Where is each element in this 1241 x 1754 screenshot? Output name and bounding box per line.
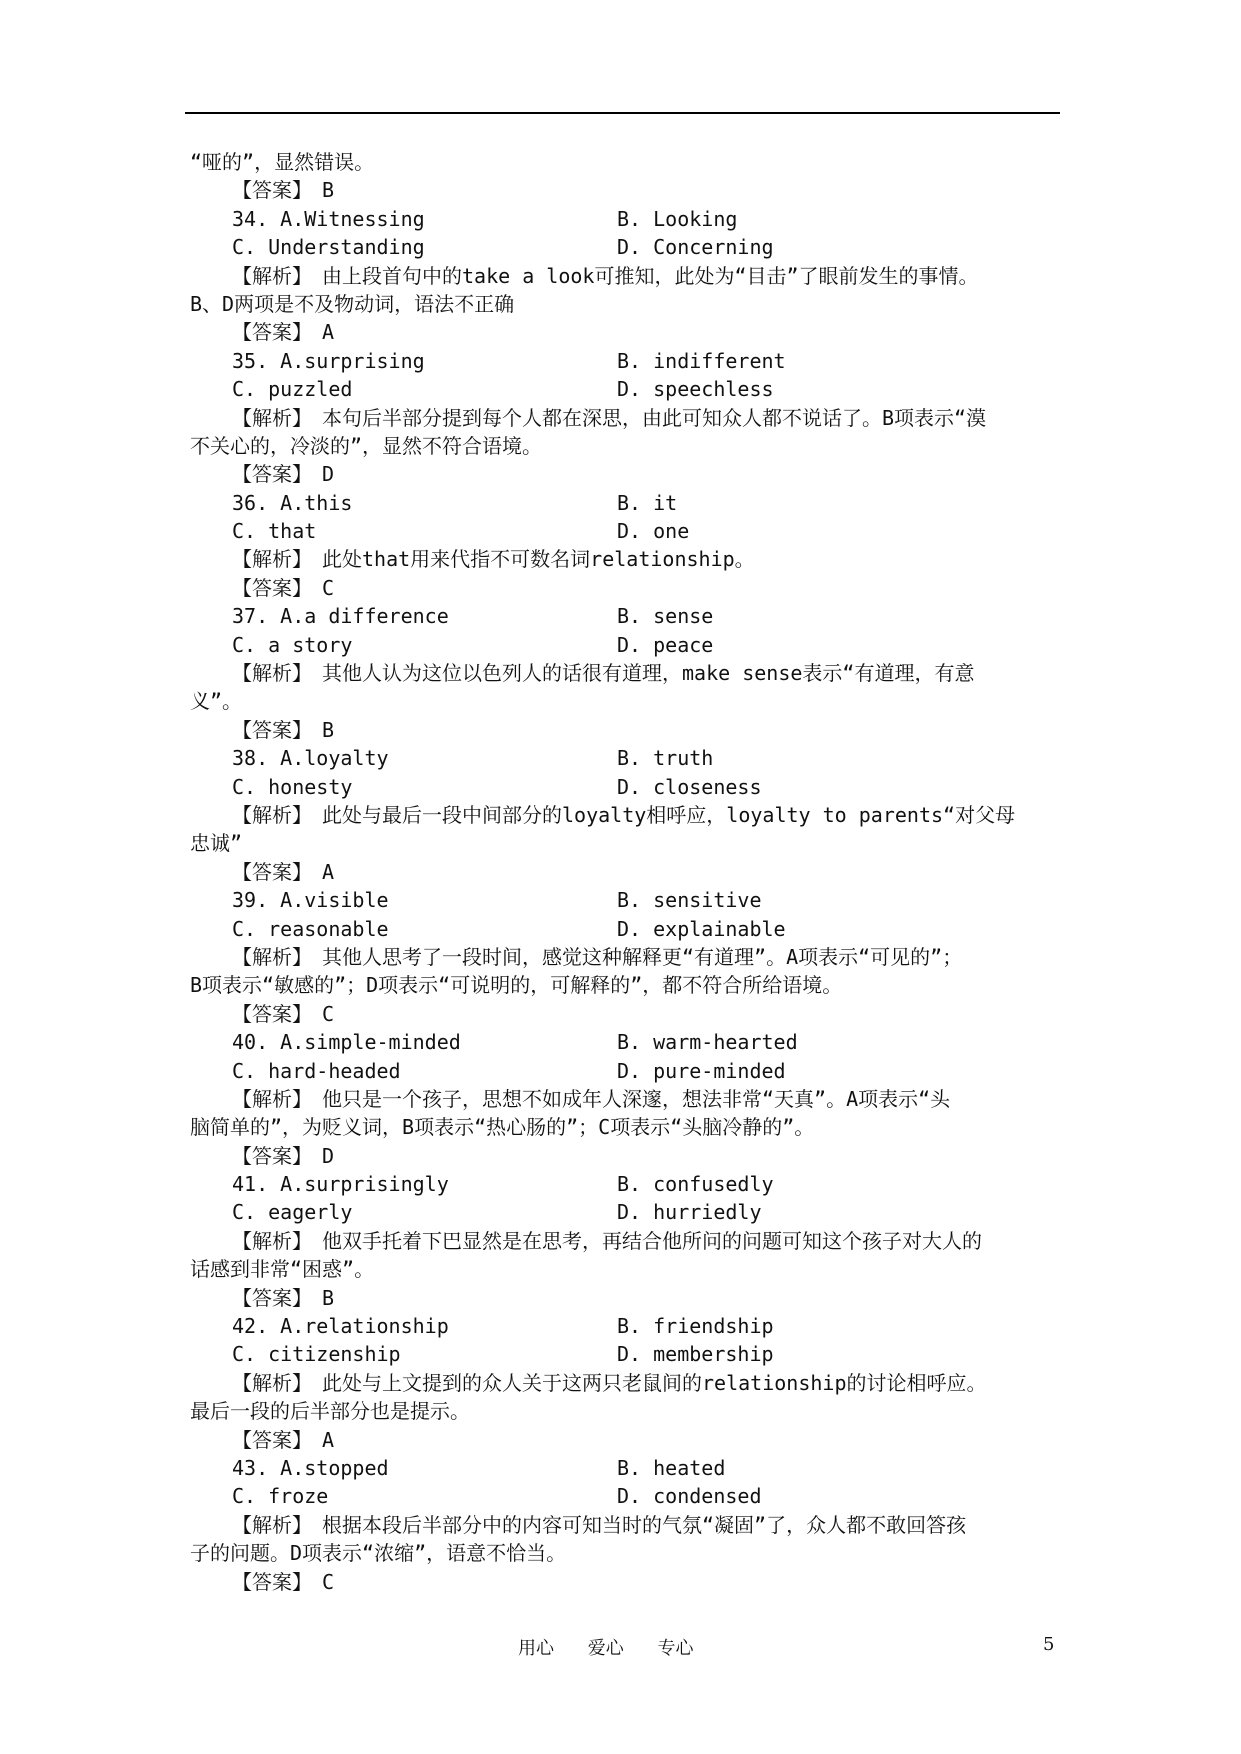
options-row [190,1454,1070,1482]
option-d: D. closeness [617,774,762,799]
options-row [190,375,1070,403]
option-a: 40. A.simple-minded [232,1030,461,1055]
options-row [190,744,1070,772]
option-b: B. heated [617,1455,726,1480]
option-b: B. Looking [617,206,738,231]
options-row [190,517,1070,545]
analysis-line: 【解析】 他只是一个孩子，思想不如成年人深邃，想法非常“天真”。A项表示“头 [232,1086,951,1111]
option-a: 39. A.visible [232,888,389,913]
option-b: B. sensitive [617,888,762,913]
option-a: 43. A.stopped [232,1455,389,1480]
answer-line: 【答案】 C [232,1569,335,1594]
option-d: D. hurriedly [617,1200,762,1225]
analysis-line: 【解析】 此处与最后一段中间部分的loyalty相呼应，loyalty to parents“对父母 [232,802,1016,827]
footer-word: 爱心 [587,1638,624,1659]
answer-line: 【答案】 B [232,717,335,742]
analysis-line: 【解析】 其他人认为这位以色列人的话很有道理，make sense表示“有道理，有意 [232,661,975,686]
analysis-line: 脑简单的”，为贬义词，B项表示“热心肠的”；C项表示“头脑冷静的”。 [190,1115,815,1140]
answer-line: 【答案】 D [232,462,335,487]
options-row [190,1170,1070,1198]
page-number: 5 [1043,1634,1055,1655]
options-row [190,915,1070,943]
analysis-line: 【解析】 根据本段后半部分中的内容可知当时的气氛“凝固”了，众人都不敢回答孩 [232,1512,967,1537]
analysis-line: 【解析】 本句后半部分提到每个人都在深思，由此可知众人都不说话了。B项表示“漠 [232,405,987,430]
option-c: C. reasonable [232,916,389,941]
option-a: 34. A.Witnessing [232,206,425,231]
analysis-line: 话感到非常“困惑”。 [190,1257,375,1282]
options-row [190,773,1070,801]
options-row [190,1482,1070,1510]
option-a: 42. A.relationship [232,1314,449,1339]
option-b: B. warm-hearted [617,1030,798,1055]
analysis-line: B、D两项是不及物动词，语法不正确 [190,291,515,316]
options-row [190,1198,1070,1226]
options-row [190,886,1070,914]
option-c: C. Understanding [232,235,425,260]
options-row [190,631,1070,659]
document-body [190,148,1070,1596]
option-c: C. froze [232,1484,329,1509]
answer-line: 【答案】 C [232,1001,335,1026]
analysis-line: 【解析】 由上段首句中的take a look可推知，此处为“目击”了眼前发生的事情。 [232,263,979,288]
analysis-line: 【解析】 他双手托着下巴显然是在思考，再结合他所问的问题可知这个孩子对大人的 [232,1228,982,1253]
answer-line: 【答案】 B [232,1285,335,1310]
answer-line: 【答案】 B [232,178,335,203]
option-d: D. one [617,519,690,544]
answer-line: 【答案】 A [232,859,335,884]
option-c: C. citizenship [232,1342,401,1367]
option-c: C. that [232,519,317,544]
option-b: B. sense [617,604,714,629]
option-d: D. explainable [617,916,786,941]
options-row [190,489,1070,517]
option-b: B. confusedly [617,1172,774,1197]
option-a: 37. A.a difference [232,604,449,629]
option-d: D. peace [617,632,714,657]
options-row [190,205,1070,233]
footer-motto [518,1634,721,1660]
option-d: D. membership [617,1342,774,1367]
option-b: B. indifferent [617,348,786,373]
options-row [190,1340,1070,1368]
options-row [190,1312,1070,1340]
option-d: D. pure-minded [617,1058,786,1083]
options-row [190,1057,1070,1085]
option-c: C. hard-headed [232,1058,401,1083]
answer-line: 【答案】 A [232,1427,335,1452]
answer-line: 【答案】 D [232,1143,335,1168]
analysis-line: 子的问题。D项表示“浓缩”，语意不恰当。 [190,1541,567,1566]
option-a: 38. A.loyalty [232,746,389,771]
options-row [190,1028,1070,1056]
answer-line: 【答案】 A [232,320,335,345]
option-b: B. friendship [617,1314,774,1339]
analysis-line: 【解析】 此处that用来代指不可数名词relationship。 [232,547,755,572]
intro-line: “哑的”，显然错误。 [190,150,375,174]
option-a: 35. A.surprising [232,348,425,373]
option-d: D. condensed [617,1484,762,1509]
options-row [190,602,1070,630]
option-a: 41. A.surprisingly [232,1172,449,1197]
analysis-line: 不关心的，冷淡的”，显然不符合语境。 [190,433,543,458]
option-c: C. eagerly [232,1200,353,1225]
option-a: 36. A.this [232,490,353,515]
footer-word: 专心 [657,1638,694,1659]
footer-word: 用心 [518,1638,554,1659]
analysis-line: 【解析】 其他人思考了一段时间，感觉这种解释更“有道理”。A项表示“可见的”； [232,944,963,969]
analysis-line: 忠诚” [190,831,243,856]
analysis-line: 最后一段的后半部分也是提示。 [190,1399,470,1424]
option-d: D. speechless [617,377,774,402]
analysis-line: 【解析】 此处与上文提到的众人关于这两只老鼠间的relationship的讨论相呼应。 [232,1370,987,1395]
option-c: C. honesty [232,774,353,799]
analysis-line: B项表示“敏感的”；D项表示“可说明的，可解释的”，都不符合所给语境。 [190,973,843,998]
options-row [190,233,1070,261]
option-c: C. puzzled [232,377,353,402]
header-rule [185,112,1060,114]
answer-line: 【答案】 C [232,575,335,600]
option-c: C. a story [232,632,353,657]
option-b: B. it [617,490,678,515]
analysis-line: 义”。 [190,689,243,714]
options-row [190,347,1070,375]
option-b: B. truth [617,746,714,771]
option-d: D. Concerning [617,235,774,260]
